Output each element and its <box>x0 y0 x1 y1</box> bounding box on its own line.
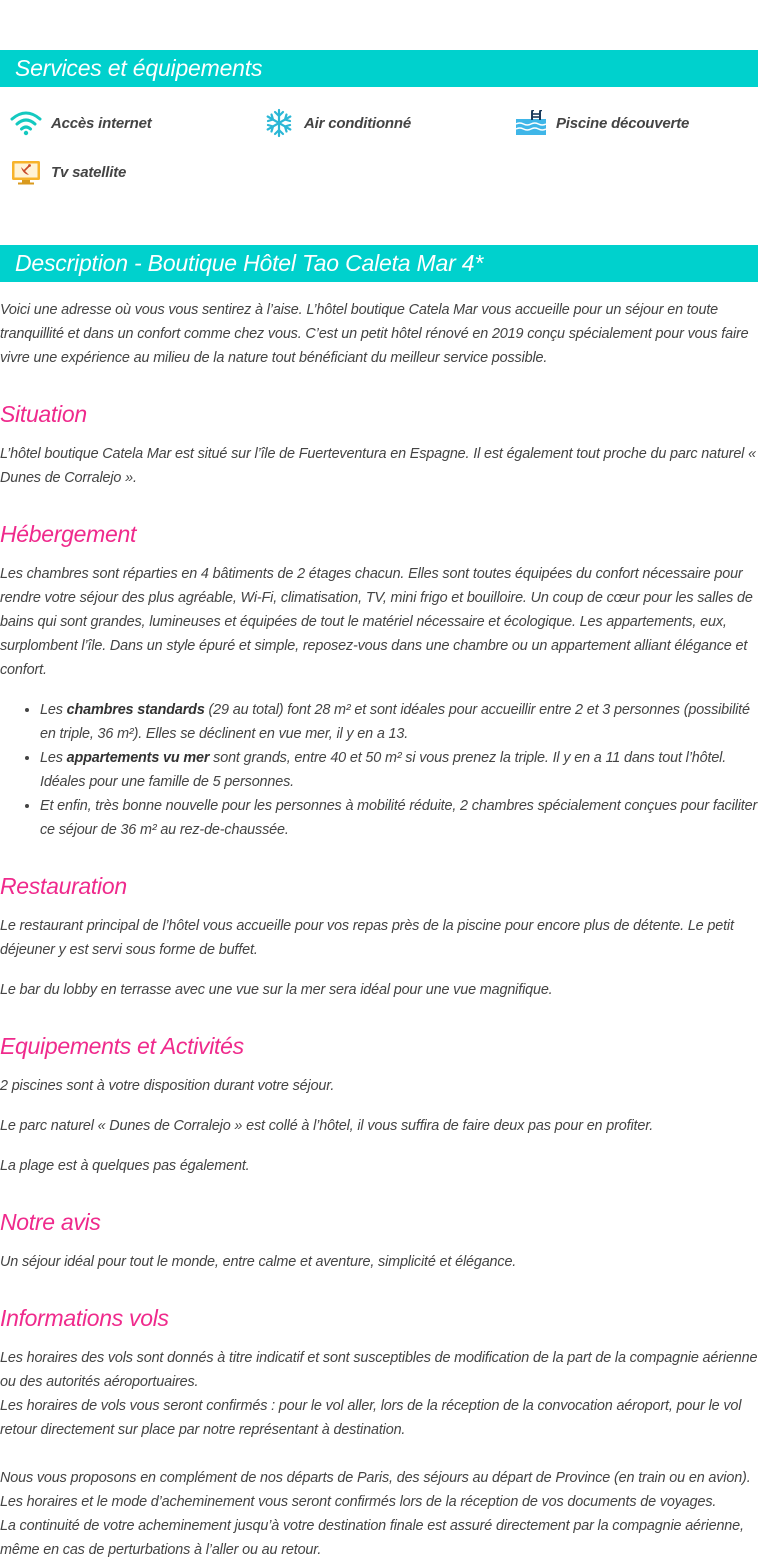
service-aircon <box>263 108 411 138</box>
wifi-icon <box>10 108 42 138</box>
list-item: • Les appartements vu mer sont grands, entre 40 et 50 m² si vous prenez la triple. Il y en a 11 dans tout l’hôtel. Idéales pour une famille de 5 personnes. <box>40 746 758 794</box>
pool-icon <box>515 108 547 138</box>
flights-info <box>0 1346 758 1562</box>
avis-paragraph: Un séjour idéal pour tout le monde, entre calme et aventure, simplicité et élégance. <box>0 1254 517 1270</box>
flights-line: Les horaires de vols vous seront confirmés : pour le vol aller, lors de la réception de la convocation aéroport, pour le vol retour directement sur place par notre représentant à destination. <box>0 1398 742 1438</box>
service-pool <box>515 108 689 138</box>
service-internet <box>10 108 152 138</box>
flights-line: Nous vous proposons en complément de nos départs de Paris, des séjours au départ de Province (en train ou en avion). <box>0 1470 751 1486</box>
restauration-paragraph: Le bar du lobby en terrasse avec une vue sur la mer sera idéal pour une vue magnifique. <box>0 982 553 998</box>
section-heading-avis: Notre avis <box>0 1209 101 1235</box>
description-header <box>0 245 758 282</box>
service-tv <box>10 157 126 187</box>
flights-line: La continuité de votre acheminement jusqu’à votre destination finale est assuré directement par la compagnie aérienne, même en cas de perturbations à l’aller ou au retour. <box>0 1518 744 1558</box>
services-header <box>0 50 758 87</box>
section-heading-hebergement: Hébergement <box>0 521 137 547</box>
equipements-paragraph: La plage est à quelques pas également. <box>0 1158 250 1174</box>
list-item: • Et enfin, très bonne nouvelle pour les personnes à mobilité réduite, 2 chambres spécialement conçues pour faciliter ce séjour de 36 m² au rez-de-chaussée. <box>40 794 758 842</box>
service-label: Piscine découverte <box>556 114 690 132</box>
section-heading-equipements: Equipements et Activités <box>0 1033 244 1059</box>
description-content <box>0 298 758 1562</box>
flights-line: Les horaires et le mode d’acheminement vous seront confirmés lors de la réception de vos documents de voyages. <box>0 1494 717 1510</box>
description-title: Description - Boutique Hôtel Tao Caleta Mar 4* <box>15 250 484 276</box>
section-heading-restauration: Restauration <box>0 873 127 899</box>
snowflake-icon <box>263 108 295 138</box>
services-title: Services et équipements <box>15 55 263 81</box>
list-item: • Les chambres standards (29 au total) font 28 m² et sont idéales pour accueillir entre 2 et 3 personnes (possibilité en triple, 36 m²). Elles se déclinent en vue mer, il y en a 13. <box>40 698 758 746</box>
section-heading-vols: Informations vols <box>0 1305 169 1331</box>
situation-paragraph: L’hôtel boutique Catela Mar est situé sur l’île de Fuerteventura en Espagne. Il est également tout proche du parc naturel « Dunes de Corralejo ». <box>0 446 756 486</box>
section-heading-situation: Situation <box>0 401 87 427</box>
service-label: Accès internet <box>51 114 152 132</box>
intro-paragraph: Voici une adresse où vous vous sentirez à l’aise. L’hôtel boutique Catela Mar vous accueille pour un séjour en toute tranquillité et dans un confort comme chez vous. C’est un petit hôtel rénové en 2019 conçu spécialement pour vous faire vivre une expérience au milieu de la nature tout bénéficiant du meilleur service possible. <box>0 302 749 366</box>
satellite-tv-icon <box>10 157 42 187</box>
flights-line: Les horaires des vols sont donnés à titre indicatif et sont susceptibles de modification de la part de la compagnie aérienne ou des autorités aéroportuaires. <box>0 1350 758 1390</box>
service-label: Tv satellite <box>51 163 127 181</box>
room-list <box>0 698 758 842</box>
equipements-paragraph: 2 piscines sont à votre disposition durant votre séjour. <box>0 1078 335 1094</box>
hebergement-paragraph: Les chambres sont réparties en 4 bâtiments de 2 étages chacun. Elles sont toutes équipées du confort nécessaire pour rendre votre séjour des plus agréable, Wi-Fi, climatisation, TV, mini frigo et bouilloire. Un coup de cœur pour les salles de bains qui sont grandes, lumineuses et équipées de tout le matériel nécessaire et écologique. Les appartements, eux, surplombent l’île. Dans un style épuré et simple, reposez-vous dans une chambre ou un appartement alliant élégance et confort. <box>0 566 753 678</box>
restauration-paragraph: Le restaurant principal de l’hôtel vous accueille pour vos repas près de la piscine pour encore plus de détente. Le petit déjeuner y est servi sous forme de buffet. <box>0 918 734 958</box>
equipements-paragraph: Le parc naturel « Dunes de Corralejo » est collé à l’hôtel, il vous suffira de faire deux pas pour en profiter. <box>0 1118 654 1134</box>
service-label: Air conditionné <box>304 114 411 132</box>
